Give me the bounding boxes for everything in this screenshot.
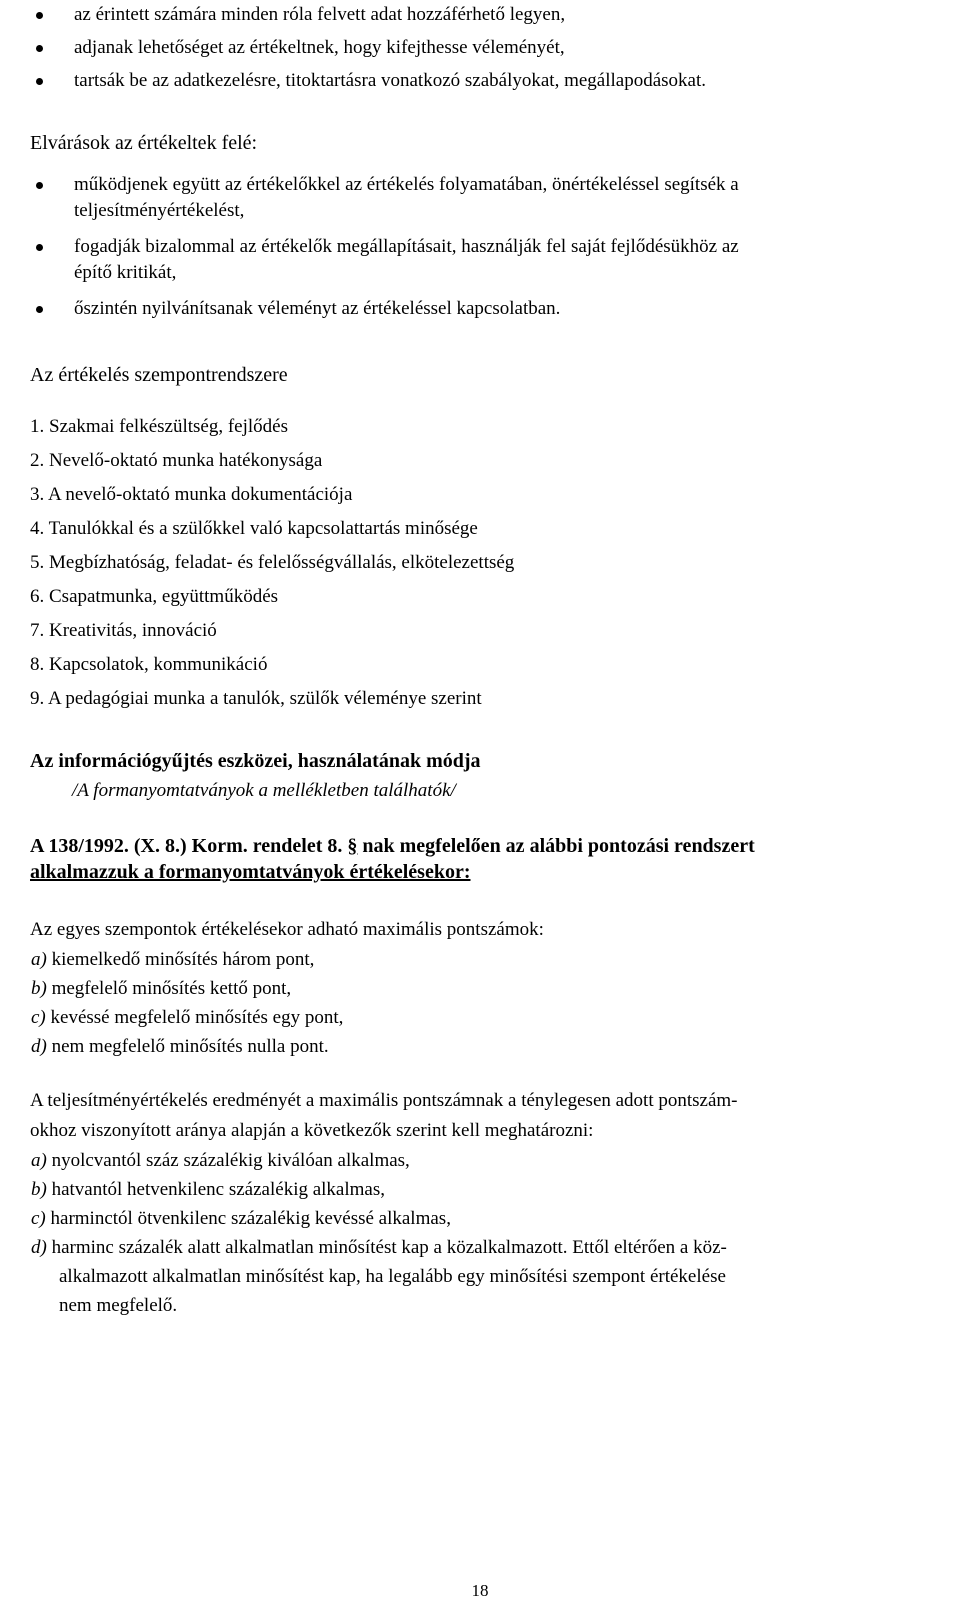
result-intro: A teljesítményértékelés eredményét a maximális pontszámnak a ténylegesen adott pontszám- okhoz viszonyított aránya alapján a következők szerint kell meghatározni: bbox=[30, 1090, 738, 1141]
info-subtitle: /A formanyomtatványok a mellékletben találhatók/ bbox=[72, 780, 456, 801]
list-item: d) nem megfelelő minősítés nulla pont. bbox=[31, 1036, 329, 1057]
result-list bbox=[31, 1148, 931, 1322]
list-item: őszintén nyilvánítsanak véleményt az értékeléssel kapcsolatban. bbox=[30, 296, 930, 326]
criteria-heading: Az értékelés szempontrendszere bbox=[30, 364, 288, 386]
list-item: a) nyolcvantól száz százalékig kiválóan alkalmas, bbox=[31, 1150, 410, 1171]
list-item: 2. Nevelő-oktató munka hatékonysága bbox=[30, 450, 323, 471]
list-item: 4. Tanulókkal és a szülőkkel való kapcsolattartás minősége bbox=[30, 518, 478, 539]
list-item: c) harminctól ötvenkilenc százalékig kevéssé alkalmas, bbox=[31, 1208, 451, 1229]
list-item: 3. A nevelő-oktató munka dokumentációja bbox=[30, 484, 353, 505]
section-sign: § bbox=[347, 835, 358, 857]
expectations-heading: Elvárások az értékeltek felé: bbox=[30, 132, 258, 154]
bullet-list-expectations bbox=[30, 172, 930, 326]
list-item: 9. A pedagógiai munka a tanulók, szülők véleménye szerint bbox=[30, 688, 482, 709]
bullet-icon bbox=[36, 182, 43, 189]
list-item: fogadják bizalommal az értékelők megállapításait, használják fel saját fejlődésükhöz az építő kritikát, bbox=[30, 234, 930, 296]
list-item: b) megfelelő minősítés kettő pont, bbox=[31, 978, 292, 999]
list-item: 6. Csapatmunka, együttműködés bbox=[30, 586, 279, 607]
list-item-continuation: nem megfelelő. bbox=[59, 1295, 178, 1316]
list-item: 1. Szakmai felkészültség, fejlődés bbox=[30, 416, 289, 437]
criteria-list bbox=[30, 410, 930, 716]
list-item: az érintett számára minden róla felvett adat hozzáférhető legyen, bbox=[30, 2, 930, 35]
info-heading: Az információgyűjtés eszközei, használatának módja bbox=[30, 750, 481, 772]
list-item-continuation: alkalmazott alkalmatlan minősítést kap, ha legalább egy minősítési szempont értékelése bbox=[59, 1266, 726, 1287]
list-item: 5. Megbízhatóság, feladat- és felelősségvállalás, elkötelezettség bbox=[30, 552, 515, 573]
page-number: 18 bbox=[471, 1581, 489, 1600]
list-item: d) harminc százalék alatt alkalmatlan minősítést kap a közalkalmazott. Ettől eltérően a köz- bbox=[31, 1237, 727, 1258]
list-item: 8. Kapcsolatok, kommunikáció bbox=[30, 654, 268, 675]
list-item: működjenek együtt az értékelőkkel az értékelés folyamatában, önértékeléssel segítsék a teljesítményértékelést, bbox=[30, 172, 930, 234]
bullet-icon bbox=[36, 45, 43, 52]
bullet-list-top bbox=[30, 2, 930, 101]
max-points-list bbox=[31, 947, 931, 1063]
list-item: c) kevéssé megfelelő minősítés egy pont, bbox=[31, 1007, 344, 1028]
bullet-icon bbox=[36, 12, 43, 19]
bullet-icon bbox=[36, 78, 43, 85]
max-points-intro: Az egyes szempontok értékelésekor adható maximális pontszámok: bbox=[30, 919, 544, 940]
bullet-icon bbox=[36, 306, 43, 313]
list-item: a) kiemelkedő minősítés három pont, bbox=[31, 949, 315, 970]
list-item: tartsák be az adatkezelésre, titoktartásra vonatkozó szabályokat, megállapodásokat. bbox=[30, 68, 930, 101]
list-item: b) hatvantól hetvenkilenc százalékig alkalmas, bbox=[31, 1179, 385, 1200]
bullet-icon bbox=[36, 244, 43, 251]
list-item: adjanak lehetőséget az értékeltnek, hogy kifejthesse véleményét, bbox=[30, 35, 930, 68]
list-item: 7. Kreativitás, innováció bbox=[30, 620, 217, 641]
decree-paragraph: A 138/1992. (X. 8.) Korm. rendelet 8. § nak megfelelően az alábbi pontozási rendszert alkalmazzuk a formanyomtatványok értékelésekor: bbox=[30, 835, 755, 883]
